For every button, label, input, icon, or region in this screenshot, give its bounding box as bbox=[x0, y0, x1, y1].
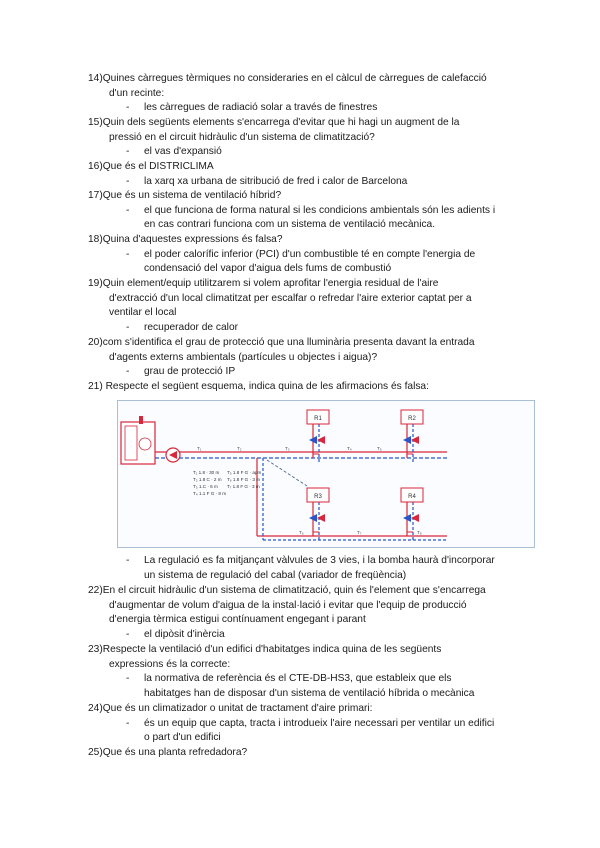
question-first-line: Que és una planta refredadora? bbox=[102, 747, 248, 758]
question-first-line: Que és el DISTRICLIMA bbox=[102, 161, 214, 172]
answer-line: el poder calorífic inferior (PCI) d'un combustible té en compte l'energia de bbox=[144, 248, 476, 260]
answer-dash: - bbox=[126, 555, 130, 566]
terminal-unit-label: R2 bbox=[408, 416, 416, 422]
question-24 bbox=[88, 702, 528, 717]
answer-20 bbox=[126, 365, 536, 380]
question-text bbox=[88, 702, 528, 717]
answer-23 bbox=[126, 672, 536, 701]
question-number: 22) bbox=[88, 585, 103, 596]
question-20 bbox=[88, 336, 528, 365]
answer-15 bbox=[126, 145, 536, 160]
question-17 bbox=[88, 189, 528, 204]
question-18 bbox=[88, 233, 528, 248]
legend-right-item: T₆ 1.8 F G · 3 m bbox=[227, 477, 260, 482]
question-first-line: Respecte la ventilació d'un edifici d'habitatges indica quina de les següents bbox=[102, 644, 442, 655]
question-continuation: d'augmentar de volum d'aigua de la instal·lació i evitar que l'equip de producció bbox=[109, 599, 467, 611]
legend-right-item: T₅ 1.8 F G · apm bbox=[227, 470, 262, 475]
question-first-line: Quina d'aquestes expressions és falsa? bbox=[102, 234, 283, 245]
question-continuation: d'agents externs ambientals (partícules u objectes i aigua)? bbox=[109, 351, 378, 363]
legend-right-item: T₇ 1.8 F G · 3 m bbox=[227, 484, 260, 489]
legend-left-item: T₂ 1.8 C · 2 m bbox=[193, 477, 222, 482]
question-text bbox=[88, 277, 528, 292]
answer-dash: - bbox=[126, 204, 130, 216]
question-text bbox=[88, 72, 528, 87]
question-text bbox=[88, 116, 528, 131]
legend-left-item: T₄ 1.1 F G · 8 m bbox=[193, 491, 227, 496]
question-first-line: En el circuit hidràulic d'un sistema de climatització, quin és l'element que s'encarrega bbox=[102, 585, 486, 596]
answer-dash: - bbox=[126, 322, 130, 334]
question-continuation: d'energia tèrmica estigui contínuament engegant i parant bbox=[109, 614, 366, 626]
pipe-label: T₇ bbox=[357, 530, 362, 535]
question-number: 23) bbox=[88, 644, 103, 655]
answer-line: grau de protecció IP bbox=[144, 366, 236, 378]
answer-24 bbox=[126, 717, 536, 746]
answer-dash: - bbox=[126, 102, 130, 114]
pipe-label: T₃ bbox=[285, 446, 290, 451]
answer-dash: - bbox=[126, 717, 130, 729]
question-text bbox=[88, 643, 528, 658]
question-continuation: pressió en el circuit hidràulic d'un sistema de climatització? bbox=[109, 131, 375, 143]
question-number: 25) bbox=[88, 747, 103, 758]
pipe-label: T₁ bbox=[197, 446, 202, 451]
pipe-label: T₆ bbox=[299, 530, 304, 535]
answer-line: la normativa de referència és el CTE-DB-HS3, que estableix que els bbox=[144, 673, 452, 685]
answer-line: La regulació es fa mitjançant vàlvules de 3 vies, i la bomba haurà d'incorporar bbox=[144, 555, 495, 566]
question-15 bbox=[88, 116, 528, 145]
pipe-label: T₄ bbox=[347, 446, 352, 451]
answer-dash: - bbox=[126, 146, 130, 158]
answer-line: habitatges han de disposar d'un sistema de ventilació híbrida o mecànica bbox=[144, 688, 475, 700]
answer-dash: - bbox=[126, 366, 130, 378]
terminal-unit-label: R1 bbox=[314, 416, 322, 422]
question-number: 20) bbox=[88, 337, 103, 348]
answer-18 bbox=[126, 248, 536, 277]
question-22 bbox=[88, 584, 528, 628]
question-text bbox=[88, 380, 528, 395]
question-text bbox=[88, 746, 528, 761]
question-first-line: Quines càrregues tèrmiques no consideraries en el càlcul de càrregues de calefacció bbox=[102, 73, 487, 84]
answer-dash: - bbox=[126, 175, 130, 187]
question-continuation: d'extracció d'un local climatitzat per escalfar o refredar l'aire exterior captat per a bbox=[109, 292, 472, 304]
question-first-line: Que és un sistema de ventilació híbrid? bbox=[102, 190, 282, 201]
answer-line: o part d'un edifici bbox=[144, 732, 221, 744]
question-number: 24) bbox=[88, 703, 103, 714]
answer-dash: - bbox=[126, 248, 130, 260]
question-number: 17) bbox=[88, 190, 103, 201]
pipe-label: T₅ bbox=[377, 446, 382, 451]
question-text bbox=[88, 584, 528, 599]
question-19 bbox=[88, 277, 528, 321]
boiler-unit bbox=[121, 422, 155, 464]
answer-line: les càrregues de radiació solar a través de finestres bbox=[144, 102, 378, 114]
question-first-line: com s'identifica el grau de protecció que una lluminària presenta davant la entrada bbox=[102, 337, 475, 348]
answer-line: el vas d'expansió bbox=[144, 146, 222, 158]
answer-line: recuperador de calor bbox=[144, 322, 239, 334]
question-text bbox=[88, 233, 528, 248]
answer-14 bbox=[126, 101, 536, 116]
question-continuation: expressions és la correcte: bbox=[109, 658, 231, 670]
question-first-line: Quin element/equip utilitzarem si volem aprofitar l'energia residual de l'aire bbox=[102, 278, 439, 289]
question-continuation: d'un recinte: bbox=[109, 87, 165, 99]
question-23 bbox=[88, 643, 528, 672]
answer-line: la xarq xa urbana de sitribució de fred i calor de Barcelona bbox=[144, 175, 408, 187]
question-text bbox=[88, 189, 528, 204]
question-text bbox=[88, 336, 528, 351]
answer-17 bbox=[126, 204, 536, 233]
question-first-line: Respecte el següent esquema, indica quina de les afirmacions és falsa: bbox=[102, 381, 429, 392]
question-number: 21) bbox=[88, 381, 103, 392]
answer-line: el dipòsit d'inèrcia bbox=[144, 629, 225, 641]
answer-line: el que funciona de forma natural si les condicions ambientals són les adients i bbox=[144, 204, 496, 216]
answer-line: és un equip que capta, tracta i introdueix l'aire necessari per ventilar un edifici bbox=[144, 717, 495, 729]
legend-left-item: T₃ 1.C · 6 m bbox=[193, 484, 218, 489]
question-number: 16) bbox=[88, 161, 103, 172]
question-number: 18) bbox=[88, 234, 103, 245]
question-text bbox=[88, 160, 528, 175]
pipe-label: T₂ bbox=[237, 446, 242, 451]
hydraulic-scheme-diagram bbox=[117, 400, 535, 548]
question-16 bbox=[88, 160, 528, 175]
question-21 bbox=[88, 380, 528, 395]
answer-21 bbox=[126, 554, 536, 583]
question-number: 19) bbox=[88, 278, 103, 289]
answer-19 bbox=[126, 321, 536, 336]
legend-left-item: T₁ 1.8 · 30 m bbox=[193, 470, 220, 475]
answer-line: condensació del vapor d'aigua dels fums de combustió bbox=[144, 263, 392, 275]
question-number: 15) bbox=[88, 117, 103, 128]
question-first-line: Quin dels següents elements s'encarrega d'evitar que hi hagi un augment de la bbox=[102, 117, 460, 128]
pipe-label: T₈ bbox=[417, 530, 422, 535]
answer-dash: - bbox=[126, 673, 130, 685]
answer-dash: - bbox=[126, 629, 130, 641]
answer-line: en cas contrari funciona com un sistema de ventilació mecànica. bbox=[144, 219, 436, 231]
question-25 bbox=[88, 746, 528, 761]
terminal-unit-label: R4 bbox=[408, 494, 416, 500]
question-14 bbox=[88, 72, 528, 101]
answer-22 bbox=[126, 628, 536, 643]
question-number: 14) bbox=[88, 73, 103, 84]
boiler-flue bbox=[139, 416, 143, 424]
answer-16 bbox=[126, 175, 536, 190]
question-continuation: ventilar el local bbox=[109, 307, 177, 319]
question-first-line: Que és un climatizador o unitat de tractament d'aire primari: bbox=[102, 703, 373, 714]
answer-line: un sistema de regulació del cabal (variador de freqüència) bbox=[144, 569, 407, 581]
terminal-unit-label: R3 bbox=[314, 494, 322, 500]
